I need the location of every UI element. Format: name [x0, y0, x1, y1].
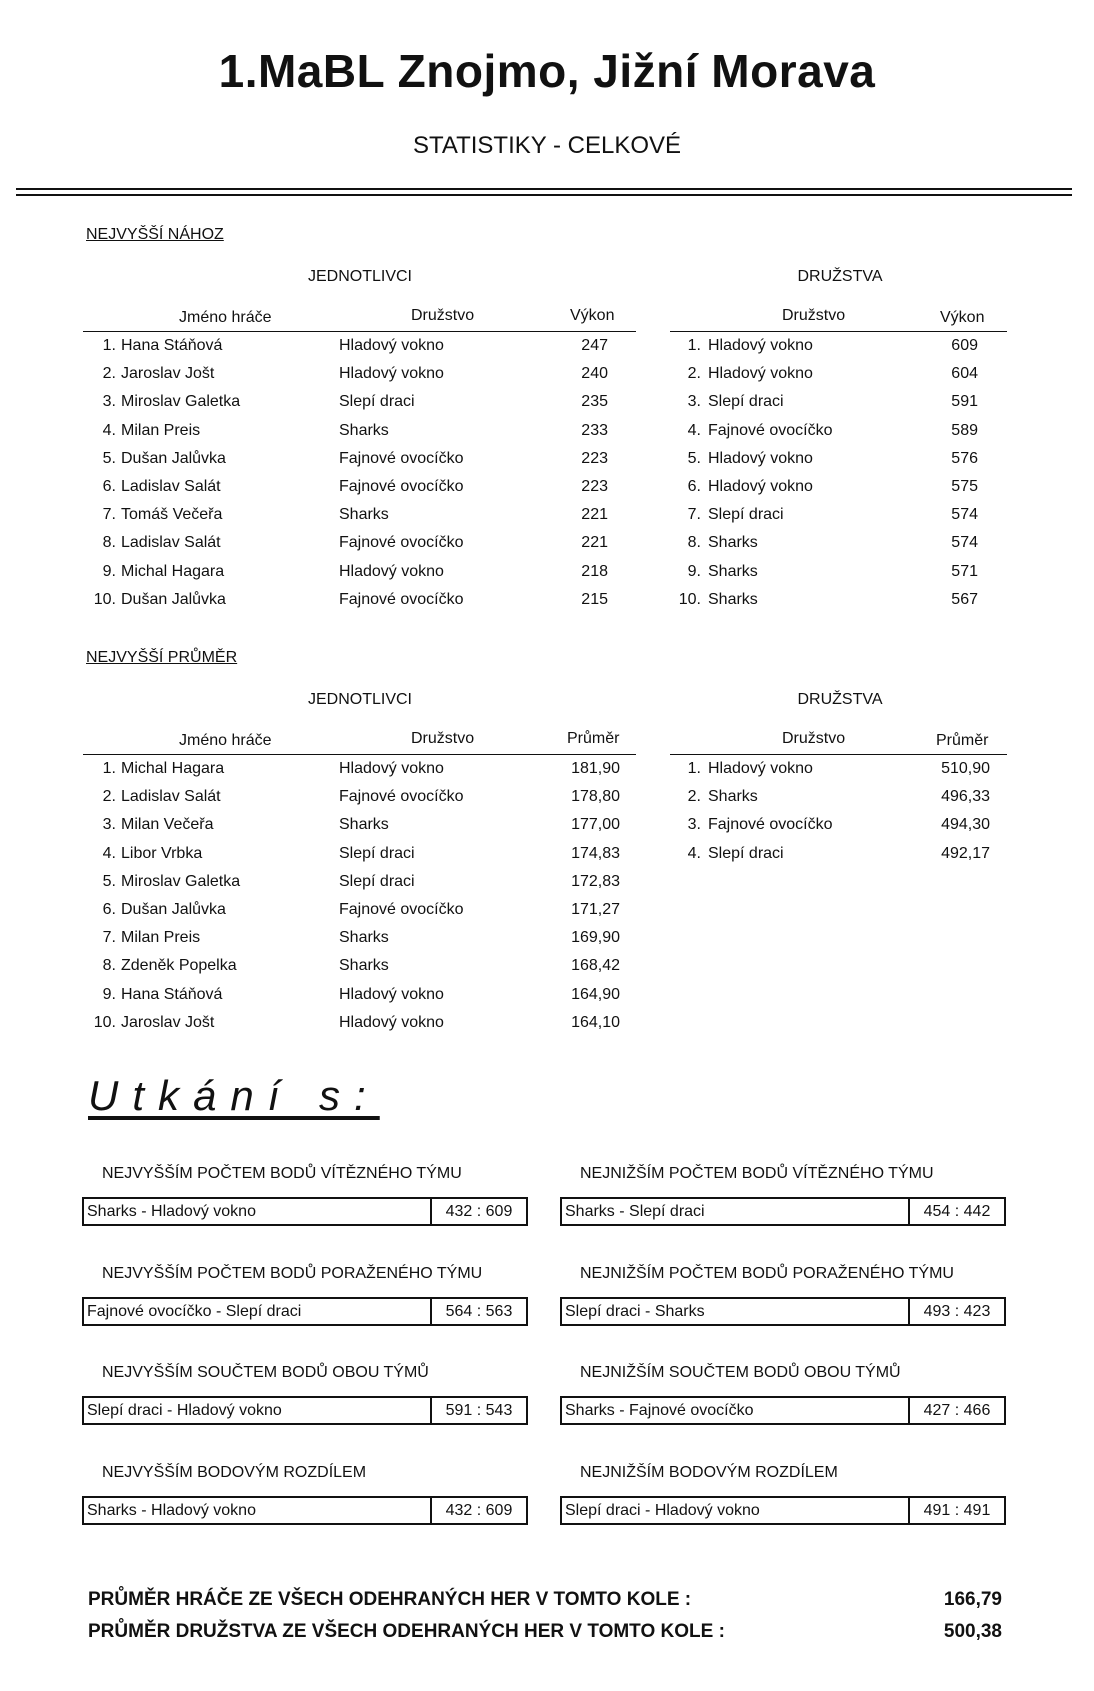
- team-name: Hladový vokno: [339, 985, 444, 1003]
- section-title-highest-average: NEJVYŠŠÍ PRŮMĚR: [86, 649, 238, 666]
- team-name: Slepí draci: [339, 872, 415, 890]
- row-value: 164,90: [571, 985, 620, 1003]
- match-score: 591 : 543: [430, 1398, 526, 1423]
- table-row: [0, 1014, 1094, 1042]
- team-name: Slepí draci: [708, 506, 784, 524]
- section-title-highest-throw: NEJVYŠŠÍ NÁHOZ: [86, 226, 224, 243]
- row-value: 221: [581, 506, 608, 524]
- player-name: Hana Stáňová: [121, 985, 223, 1003]
- row-value: 177,00: [571, 816, 620, 834]
- row-value: 604: [951, 365, 978, 383]
- match-category-label: NEJNIŽŠÍM POČTEM BODŮ VÍTĚZNÉHO TÝMU: [580, 1165, 934, 1182]
- team-name: Sharks: [708, 590, 758, 608]
- match-category-label: NEJNIŽŠÍM POČTEM BODŮ PORAŽENÉHO TÝMU: [580, 1264, 954, 1282]
- row-value: 492,17: [941, 844, 990, 862]
- match-result-box: [82, 1396, 528, 1425]
- player-name: Tomáš Večeřa: [121, 506, 223, 524]
- team-name: Sharks: [339, 421, 389, 439]
- column-header-name: Jméno hráče: [179, 309, 272, 326]
- team-name: Hladový vokno: [708, 337, 813, 354]
- row-rank: 2.: [102, 365, 116, 383]
- row-value: 218: [581, 562, 608, 580]
- column-header-name: Jméno hráče: [179, 732, 272, 749]
- row-value: 571: [951, 562, 978, 580]
- row-value: 591: [951, 393, 978, 411]
- group-title-individuals: JEDNOTLIVCI: [307, 691, 412, 708]
- team-name: Hladový vokno: [339, 562, 444, 580]
- match-category-label: NEJNIŽŠÍM BODOVÝM ROZDÍLEM: [580, 1463, 838, 1481]
- row-value: 574: [951, 506, 978, 524]
- team-name: Hladový vokno: [708, 449, 813, 467]
- team-name: Slepí draci: [339, 393, 415, 411]
- player-name: Ladislav Salát: [121, 788, 221, 806]
- match-result-box: [560, 1496, 1006, 1525]
- header-divider-top: [16, 188, 1072, 190]
- row-value: 567: [951, 590, 978, 608]
- team-name: Fajnové ovocíčko: [339, 534, 464, 552]
- row-rank: 4.: [102, 844, 116, 862]
- table-row: [0, 760, 1094, 788]
- match-category-label: NEJVYŠŠÍM POČTEM BODŮ PORAŽENÉHO TÝMU: [102, 1264, 483, 1282]
- table-row: [0, 450, 1094, 478]
- row-rank: 1.: [102, 337, 116, 354]
- row-rank: 1.: [687, 760, 701, 777]
- row-rank: 8.: [687, 534, 701, 552]
- row-value: 233: [581, 421, 608, 439]
- team-name: Slepí draci: [339, 844, 415, 862]
- row-value: 174,83: [571, 844, 620, 862]
- match-score: 427 : 466: [908, 1398, 1004, 1423]
- team-name: Hladový vokno: [708, 760, 813, 777]
- team-name: Fajnové ovocíčko: [708, 421, 833, 439]
- row-value: 171,27: [571, 901, 620, 918]
- player-name: Milan Preis: [121, 929, 201, 947]
- match-result-box: [82, 1496, 528, 1525]
- row-rank: 3.: [687, 816, 701, 834]
- team-name: Slepí draci: [708, 844, 784, 862]
- page-title: 1.MaBL Znojmo, Jižní Morava: [218, 45, 876, 97]
- match-category-label: NEJNIŽŠÍM SOUČTEM BODŮ OBOU TÝMŮ: [580, 1364, 901, 1381]
- player-name: Libor Vrbka: [121, 844, 203, 862]
- column-header-value: Výkon: [570, 307, 615, 324]
- player-name: Michal Hagara: [121, 562, 225, 580]
- column-header-value: Výkon: [940, 309, 985, 326]
- player-name: Miroslav Galetka: [121, 872, 241, 890]
- match-result-box: [560, 1297, 1006, 1326]
- player-average-value: 166,79: [943, 1589, 1002, 1610]
- match-category-label: NEJVYŠŠÍM POČTEM BODŮ VÍTĚZNÉHO TÝMU: [102, 1165, 462, 1182]
- row-rank: 7.: [102, 506, 116, 524]
- row-rank: 1.: [102, 760, 116, 777]
- row-rank: 3.: [102, 816, 116, 834]
- team-name: Hladový vokno: [339, 337, 444, 354]
- row-rank: 3.: [687, 393, 701, 411]
- table-row: [0, 929, 1094, 957]
- row-rank: 9.: [102, 985, 116, 1003]
- table-row: [0, 873, 1094, 901]
- table-row: [0, 534, 1094, 562]
- team-name: Sharks: [708, 534, 758, 552]
- team-name: Hladový vokno: [708, 365, 813, 383]
- match-teams: Sharks - Slepí draci: [565, 1203, 705, 1220]
- row-rank: 4.: [102, 421, 116, 439]
- player-name: Miroslav Galetka: [121, 393, 241, 411]
- matches-title: Utkání s:: [88, 1072, 380, 1119]
- team-name: Sharks: [339, 957, 389, 975]
- player-name: Jaroslav Jošt: [121, 1013, 215, 1031]
- match-score: 564 : 563: [430, 1299, 526, 1324]
- player-name: Dušan Jalůvka: [121, 449, 226, 467]
- row-rank: 6.: [102, 901, 116, 918]
- row-rank: 8.: [102, 534, 116, 552]
- team-name: Sharks: [708, 788, 758, 806]
- team-name: Hladový vokno: [708, 478, 813, 495]
- table-row: [0, 845, 1094, 873]
- match-score: 493 : 423: [908, 1299, 1004, 1324]
- team-name: Hladový vokno: [339, 365, 444, 383]
- match-result-box: [560, 1197, 1006, 1226]
- row-value: 609: [951, 337, 978, 354]
- player-name: Milan Večeřa: [121, 816, 214, 834]
- table-row: [0, 957, 1094, 985]
- row-value: 496,33: [941, 788, 990, 806]
- row-value: 172,83: [571, 872, 620, 890]
- player-name: Michal Hagara: [121, 760, 225, 777]
- row-value: 164,10: [571, 1013, 620, 1031]
- table-row: [0, 337, 1094, 365]
- team-name: Fajnové ovocíčko: [339, 788, 464, 806]
- team-name: Fajnové ovocíčko: [708, 816, 833, 834]
- player-name: Ladislav Salát: [121, 478, 221, 495]
- team-name: Sharks: [708, 562, 758, 580]
- row-value: 215: [581, 590, 608, 608]
- row-rank: 10.: [678, 590, 701, 608]
- match-teams: Slepí draci - Hladový vokno: [87, 1402, 282, 1419]
- row-value: 223: [581, 449, 608, 467]
- row-value: 247: [581, 337, 608, 354]
- team-name: Fajnové ovocíčko: [339, 478, 464, 495]
- row-value: 589: [951, 421, 978, 439]
- player-name: Dušan Jalůvka: [121, 590, 226, 608]
- row-rank: 4.: [687, 421, 701, 439]
- match-category-label: NEJVYŠŠÍM BODOVÝM ROZDÍLEM: [102, 1463, 367, 1481]
- row-rank: 3.: [102, 393, 116, 411]
- match-score: 432 : 609: [430, 1498, 526, 1523]
- table-row: [0, 901, 1094, 929]
- match-teams: Sharks - Hladový vokno: [87, 1501, 256, 1519]
- table-header-rule: [670, 754, 1007, 755]
- row-value: 169,90: [571, 929, 620, 947]
- team-name: Sharks: [339, 929, 389, 947]
- player-name: Jaroslav Jošt: [121, 365, 215, 383]
- match-score: 432 : 609: [430, 1199, 526, 1224]
- table-row: [0, 816, 1094, 844]
- table-row: [0, 591, 1094, 619]
- table-header-rule: [83, 331, 636, 332]
- column-header-value: Průměr: [936, 732, 989, 749]
- team-name: Fajnové ovocíčko: [339, 590, 464, 608]
- match-result-box: [82, 1297, 528, 1326]
- row-rank: 6.: [102, 478, 116, 495]
- player-name: Ladislav Salát: [121, 534, 221, 552]
- match-teams: Fajnové ovocíčko - Slepí draci: [87, 1302, 302, 1320]
- row-rank: 5.: [102, 872, 116, 890]
- player-name: Hana Stáňová: [121, 337, 223, 354]
- table-row: [0, 506, 1094, 534]
- row-value: 575: [951, 478, 978, 495]
- row-rank: 6.: [687, 478, 701, 495]
- column-header-team: Družstvo: [782, 730, 846, 747]
- group-title-teams: DRUŽSTVA: [797, 691, 883, 708]
- row-rank: 7.: [687, 506, 701, 524]
- match-result-box: [560, 1396, 1006, 1425]
- page-subtitle: STATISTIKY - CELKOVÉ: [412, 132, 682, 159]
- match-result-box: [82, 1197, 528, 1226]
- row-value: 178,80: [571, 788, 620, 806]
- column-header-team: Družstvo: [411, 730, 475, 747]
- team-average-value: 500,38: [943, 1621, 1002, 1642]
- row-rank: 4.: [687, 844, 701, 862]
- team-name: Fajnové ovocíčko: [339, 901, 464, 918]
- team-name: Slepí draci: [708, 393, 784, 411]
- row-value: 223: [581, 478, 608, 495]
- team-name: Fajnové ovocíčko: [339, 449, 464, 467]
- row-rank: 5.: [102, 449, 116, 467]
- team-average-label: PRŮMĚR DRUŽSTVA ZE VŠECH ODEHRANÝCH HER V TOMTO KOLE :: [88, 1621, 725, 1642]
- match-score: 491 : 491: [908, 1498, 1004, 1523]
- team-name: Hladový vokno: [339, 760, 444, 777]
- row-rank: 7.: [102, 929, 116, 947]
- table-row: [0, 478, 1094, 506]
- row-rank: 9.: [687, 562, 701, 580]
- row-value: 235: [581, 393, 608, 411]
- row-rank: 5.: [687, 449, 701, 467]
- match-teams: Sharks - Hladový vokno: [87, 1203, 256, 1220]
- player-name: Dušan Jalůvka: [121, 901, 226, 918]
- team-name: Sharks: [339, 816, 389, 834]
- row-rank: 2.: [687, 788, 701, 806]
- group-title-individuals: JEDNOTLIVCI: [307, 268, 412, 285]
- row-rank: 10.: [93, 590, 116, 608]
- table-row: [0, 422, 1094, 450]
- match-teams: Slepí draci - Hladový vokno: [565, 1501, 760, 1519]
- row-value: 576: [951, 449, 978, 467]
- match-teams: Slepí draci - Sharks: [565, 1302, 705, 1320]
- table-header-rule: [670, 331, 1007, 332]
- table-row: [0, 365, 1094, 393]
- match-teams: Sharks - Fajnové ovocíčko: [565, 1402, 754, 1419]
- table-row: [0, 986, 1094, 1014]
- match-score: 454 : 442: [908, 1199, 1004, 1224]
- column-header-team: Družstvo: [411, 307, 475, 324]
- player-name: Zdeněk Popelka: [121, 957, 237, 975]
- row-value: 494,30: [941, 816, 990, 834]
- row-value: 181,90: [571, 760, 620, 777]
- row-value: 168,42: [571, 957, 620, 975]
- row-rank: 9.: [102, 562, 116, 580]
- row-value: 510,90: [941, 760, 990, 777]
- row-value: 574: [951, 534, 978, 552]
- group-title-teams: DRUŽSTVA: [797, 268, 883, 285]
- row-rank: 2.: [102, 788, 116, 806]
- header-divider-bottom: [16, 194, 1072, 196]
- team-name: Sharks: [339, 506, 389, 524]
- table-row: [0, 563, 1094, 591]
- table-row: [0, 393, 1094, 421]
- row-rank: 10.: [93, 1013, 116, 1031]
- team-name: Hladový vokno: [339, 1013, 444, 1031]
- match-category-label: NEJVYŠŠÍM SOUČTEM BODŮ OBOU TÝMŮ: [102, 1364, 429, 1381]
- row-rank: 2.: [687, 365, 701, 383]
- column-header-value: Průměr: [567, 730, 620, 747]
- player-name: Milan Preis: [121, 421, 201, 439]
- table-header-rule: [83, 754, 636, 755]
- row-value: 221: [581, 534, 608, 552]
- table-row: [0, 788, 1094, 816]
- column-header-team: Družstvo: [782, 307, 846, 324]
- row-value: 240: [581, 365, 608, 383]
- player-average-label: PRŮMĚR HRÁČE ZE VŠECH ODEHRANÝCH HER V TOMTO KOLE :: [88, 1589, 692, 1610]
- row-rank: 8.: [102, 957, 116, 975]
- row-rank: 1.: [687, 337, 701, 354]
